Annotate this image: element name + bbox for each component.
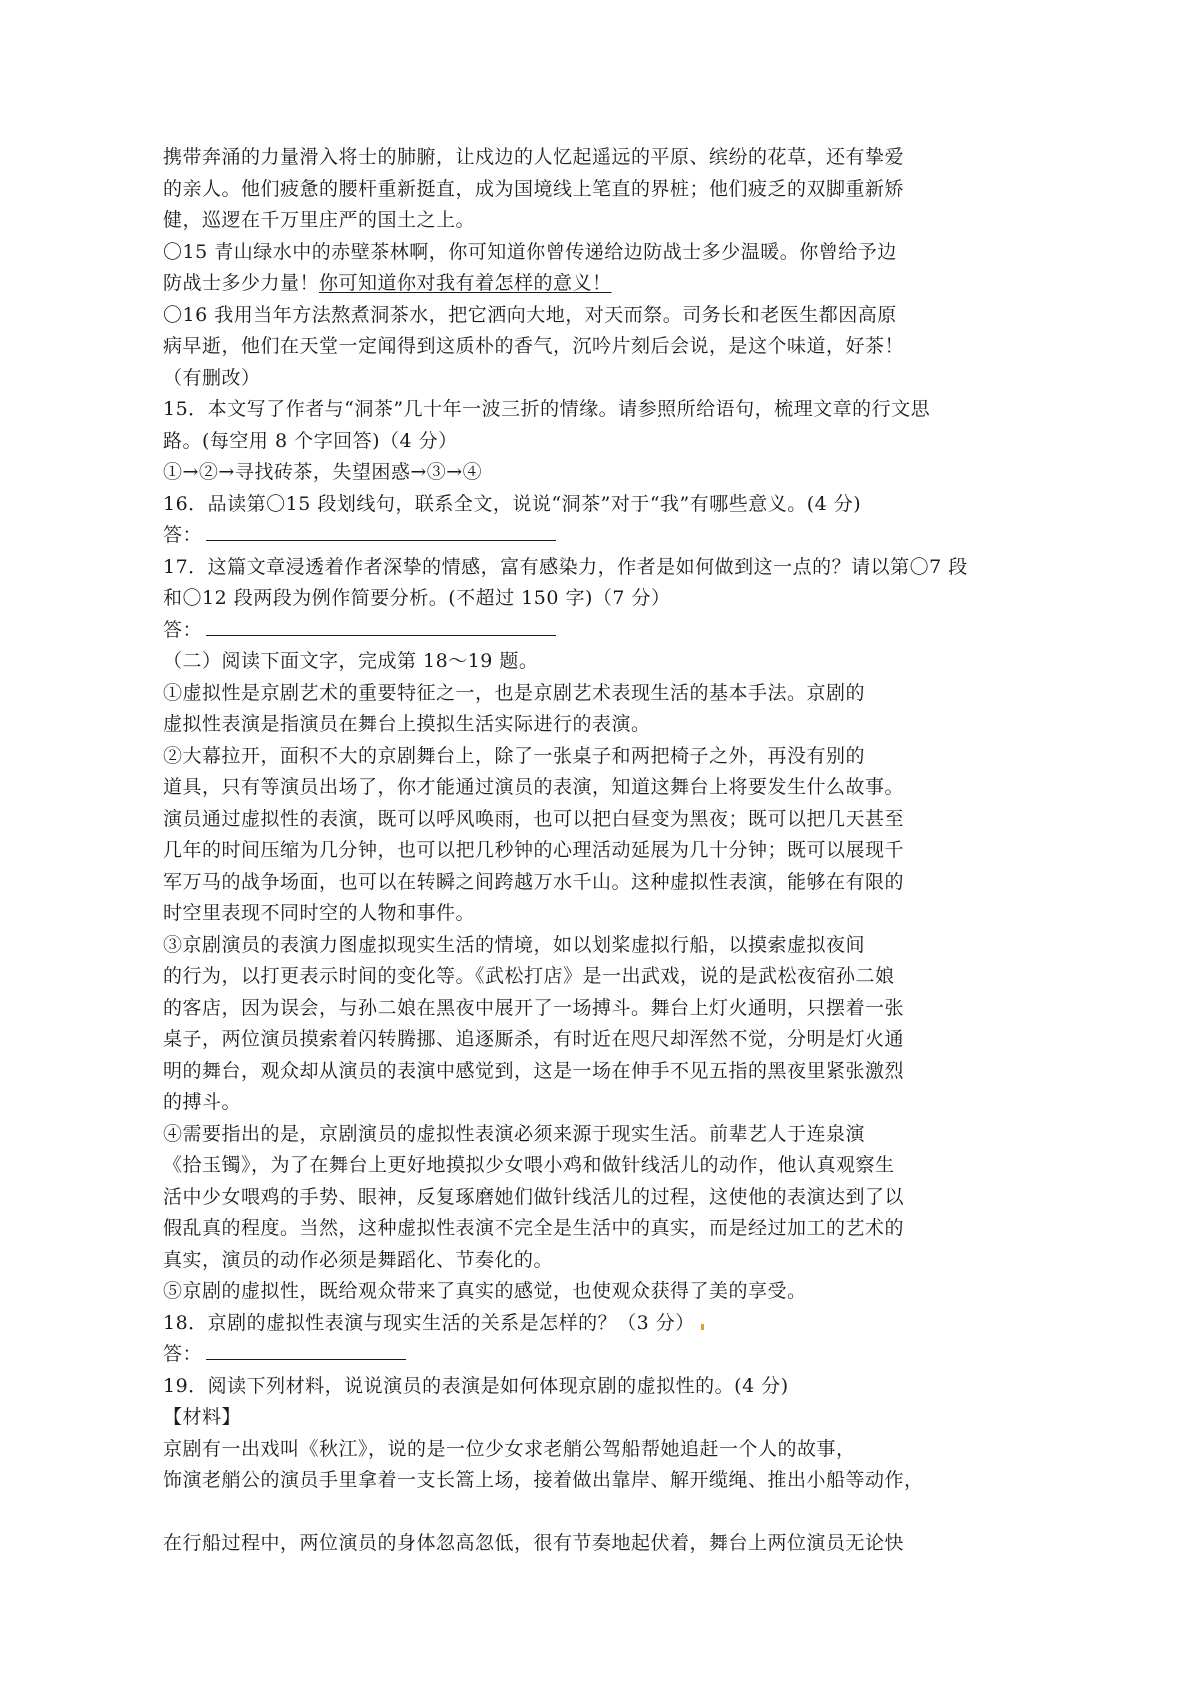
question-17-line: 和〇12 段两段为例作简要分析。(不超过 150 字)（7 分） — [163, 587, 671, 609]
passage-line: 假乱真的程度。当然，这种虚拟性表演不完全是生活中的真实，而是经过加工的艺术的 — [163, 1217, 905, 1239]
article-paragraph-line: 的亲人。他们疲惫的腰杆重新挺直，成为国境线上笔直的界桩；他们疲乏的双脚重新矫 — [163, 177, 905, 200]
passage-line: 《拾玉镯》，为了在舞台上更好地摸拟少女喂小鸡和做针线活儿的动作，他认真观察生 — [163, 1154, 895, 1176]
passage-line: 演员通过虚拟性的表演，既可以呼风唤雨，也可以把白昼变为黑夜；既可以把几天甚至 — [163, 807, 905, 830]
passage-line: ①虚拟性是京剧艺术的重要特征之一，也是京剧艺术表现生活的基本手法。京剧的 — [163, 681, 866, 704]
mark-dot — [701, 1324, 704, 1330]
question-15-line: 15．本文写了作者与“洞茶”几十年一波三折的情缘。请参照所给语句，梳理文章的行文思 — [163, 398, 931, 420]
question-16: 16．品读第〇15 段划线句，联系全文，说说“洞茶”对于“我”有哪些意义。(4 分) — [163, 492, 862, 515]
section-2-heading: （二）阅读下面文字，完成第 18～19 题。 — [163, 650, 539, 672]
article-paragraph-16-line: 病早逝，他们在天堂一定闻得到这质朴的香气，沉吟片刻后会说，是这个味道，好茶！ — [163, 335, 905, 357]
answer-label: 答： — [163, 618, 203, 641]
article-paragraph-line: 健，巡逻在千万里庄严的国土之上。 — [163, 209, 476, 231]
article-paragraph-16-line: 〇16 我用当年方法熬煮洞茶水，把它洒向大地，对天而祭。司务长和老医生都因高原 — [163, 303, 897, 326]
material-line: 在行船过程中，两位演员的身体忽高忽低，很有节奏地起伏着，舞台上两位演员无论快 — [163, 1532, 905, 1554]
passage-line: 桌子，两位演员摸索着闪转腾挪、追逐厮杀，有时近在咫尺却浑然不觉，分明是灯火通 — [163, 1028, 905, 1050]
question-19: 19．阅读下列材料，说说演员的表演是如何体现京剧的虚拟性的。(4 分) — [163, 1374, 789, 1397]
passage-line: ②大幕拉开，面积不大的京剧舞台上，除了一张桌子和两把椅子之外，再没有别的 — [163, 744, 866, 767]
answer-label: 答： — [163, 1343, 203, 1365]
exam-page — [163, 142, 1063, 1560]
material-line: 京剧有一出戏叫《秋江》，说的是一位少女求老艄公驾船帮她追赶一个人的故事， — [163, 1437, 856, 1460]
passage-line: 的客店，因为误会，与孙二娘在黑夜中展开了一场搏斗。舞台上灯火通明，只摆着一张 — [163, 996, 905, 1019]
blank-gap — [163, 1497, 1063, 1529]
passage-line: ④需要指出的是，京剧演员的虚拟性表演必须来源于现实生活。前辈艺人于连泉演 — [163, 1122, 866, 1145]
passage-line: 的搏斗。 — [163, 1091, 242, 1113]
source-note: （有删改） — [163, 366, 261, 389]
text-segment: 防战士多少力量！ — [163, 272, 320, 294]
article-paragraph-15-line: 〇15 青山绿水中的赤壁茶林啊，你可知道你曾传递给边防战士多少温暖。你曾给予边 — [163, 240, 897, 263]
answer-label: 答： — [163, 524, 203, 546]
answer-row-16 — [163, 520, 1063, 552]
question-18 — [163, 1308, 1063, 1340]
article-paragraph-line: 携带奔涌的力量滑入将士的肺腑，让戍边的人忆起遥远的平原、缤纷的花草，还有挚爱 — [163, 146, 905, 168]
answer-row-17 — [163, 615, 1063, 647]
passage-line: 真实，演员的动作必须是舞蹈化、节奏化的。 — [163, 1248, 554, 1271]
question-15-line: 路。(每空用 8 个字回答)（4 分） — [163, 429, 458, 452]
answer-blank[interactable] — [206, 1339, 406, 1360]
passage-line: 活中少女喂鸡的手势、眼神，反复琢磨她们做针线活儿的过程，这使他的表演达到了以 — [163, 1185, 905, 1208]
material-line: 饰演老艄公的演员手里拿着一支长篙上场，接着做出靠岸、解开缆绳、推出小船等动作， — [163, 1469, 924, 1491]
passage-line: ③京剧演员的表演力图虚拟现实生活的情境，如以划桨虚拟行船，以摸索虚拟夜间 — [163, 933, 866, 956]
question-15-outline: ①→②→寻找砖茶，失望困惑→③→④ — [163, 461, 483, 483]
passage-line: ⑤京剧的虚拟性，既给观众带来了真实的感觉，也使观众获得了美的享受。 — [163, 1280, 807, 1302]
question-18-text: 18．京剧的虚拟性表演与现实生活的关系是怎样的？（3 分） — [163, 1311, 695, 1334]
answer-blank[interactable] — [206, 615, 556, 636]
material-label: 【材料】 — [163, 1406, 242, 1428]
passage-line: 明的舞台，观众却从演员的表演中感觉到，这是一场在伸手不见五指的黑夜里紧张激烈 — [163, 1059, 905, 1082]
passage-line: 道具，只有等演员出场了，你才能通过演员的表演，知道这舞台上将要发生什么故事。 — [163, 776, 905, 798]
answer-blank[interactable] — [206, 520, 556, 541]
passage-line: 几年的时间压缩为几分钟，也可以把几秒钟的心理活动延展为几十分钟；既可以展现千 — [163, 839, 905, 861]
underlined-sentence: 你可知道你对我有着怎样的意义！ — [319, 272, 612, 294]
passage-line: 军万马的战争场面，也可以在转瞬之间跨越万水千山。这种虚拟性表演，能够在有限的 — [163, 870, 905, 893]
passage-line: 虚拟性表演是指演员在舞台上摸拟生活实际进行的表演。 — [163, 713, 651, 735]
answer-row-18 — [163, 1339, 1063, 1371]
article-paragraph-15-line — [163, 268, 1063, 300]
question-17-line: 17．这篇文章浸透着作者深挚的情感，富有感染力，作者是如何做到这一点的？请以第〇7 段 — [163, 555, 968, 578]
passage-line: 时空里表现不同时空的人物和事件。 — [163, 902, 476, 924]
passage-line: 的行为，以打更表示时间的变化等。《武松打店》是一出武戏，说的是武松夜宿孙二娘 — [163, 965, 895, 987]
